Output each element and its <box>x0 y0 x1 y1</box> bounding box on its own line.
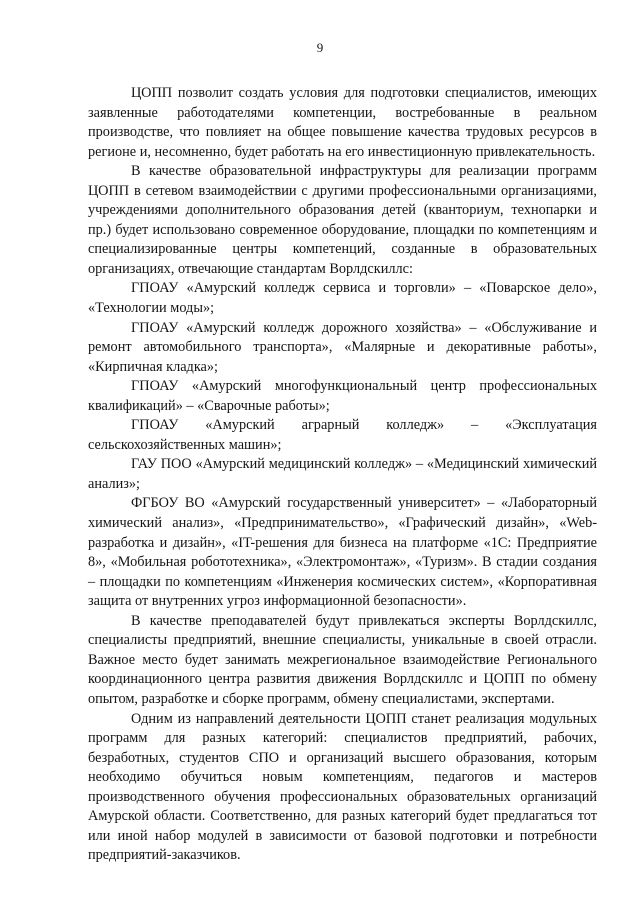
paragraph-state-university: ФГБОУ ВО «Амурский государственный университет» – «Лабораторный химический анализ», «Предпринимательство», «Графический дизайн», «Web-разработка и дизайн», «IT-решения для бизнеса на платформе «1С: Предприятие 8», «Мобильная робототехника», «Электромонтаж», «Туризм». В стадии создания – площадки по компетенциям «Инженерия космических систем», «Корпоративная защита от внутренних угроз информационной безопасности». <box>88 495 597 610</box>
paragraph-college-road: ГПОАУ «Амурский колледж дорожного хозяйства» – «Обслуживание и ремонт автомобильного транспорта», «Малярные и декоративные работы», «Кирпичная кладка»; <box>88 319 597 375</box>
document-body <box>88 84 597 866</box>
paragraph-college-service-trade: ГПОАУ «Амурский колледж сервиса и торговли» – «Поварское дело», «Технологии моды»; <box>88 280 597 317</box>
page-number: 9 <box>316 40 324 55</box>
paragraph-medical-college: ГАУ ПОО «Амурский медицинский колледж» – «Медицинский химический анализ»; <box>88 456 597 492</box>
paragraph-multifunctional-center: ГПОАУ «Амурский многофункциональный центр профессиональных квалификаций» – «Сварочные работы»; <box>88 378 597 414</box>
paragraph-modular-programs: Одним из направлений деятельности ЦОПП станет реализация модульных программ для разных категорий: специалистов предприятий, рабочих, безработных, студентов СПО и организаций высшего образования, которым необходимо обучиться новым компетенциям, педагогов и мастеров производственного обучения профессиональных образовательных организаций Амурской области. Соответственно, для разных категорий будет предлагаться тот или иной набор модулей в зависимости от базовой подготовки и потребности предприятий-заказчиков. <box>88 710 597 864</box>
paragraph-teachers: В качестве преподавателей будут привлекаться эксперты Ворлдскиллс, специалисты предприятий, внешние специалисты, уникальные в своей отрасли. Важное место будет занимать межрегиональное взаимодействие Регионального координационного центра развития движения Ворлдскиллс и ЦОПП по обмену опытом, разработке и сборке программ, обмену специалистами, экспертами. <box>88 612 597 707</box>
paragraph-agrarian-college: ГПОАУ «Амурский аграрный колледж» – «Эксплуатация сельскохозяйственных машин»; <box>88 417 597 453</box>
paragraph-infrastructure: В качестве образовательной инфраструктуры для реализации программ ЦОПП в сетевом взаимодействии с другими профессиональными организациями, учреждениями дополнительного образования детей (кванториум, технопарки и пр.) будет использовано современное оборудование, площадки по компетенциям и специализированные центры компетенций, созданные в образовательных организациях, отвечающие стандартам Ворлдскиллс: <box>88 163 597 277</box>
paragraph-copp-goals: ЦОПП позволит создать условия для подготовки специалистов, имеющих заявленные работодателями компетенции, востребованные в реальном производстве, что повлияет на общее повышение качества трудовых ресурсов в регионе и, несомненно, будет работать на его инвестиционную привлекательность. <box>88 85 597 160</box>
